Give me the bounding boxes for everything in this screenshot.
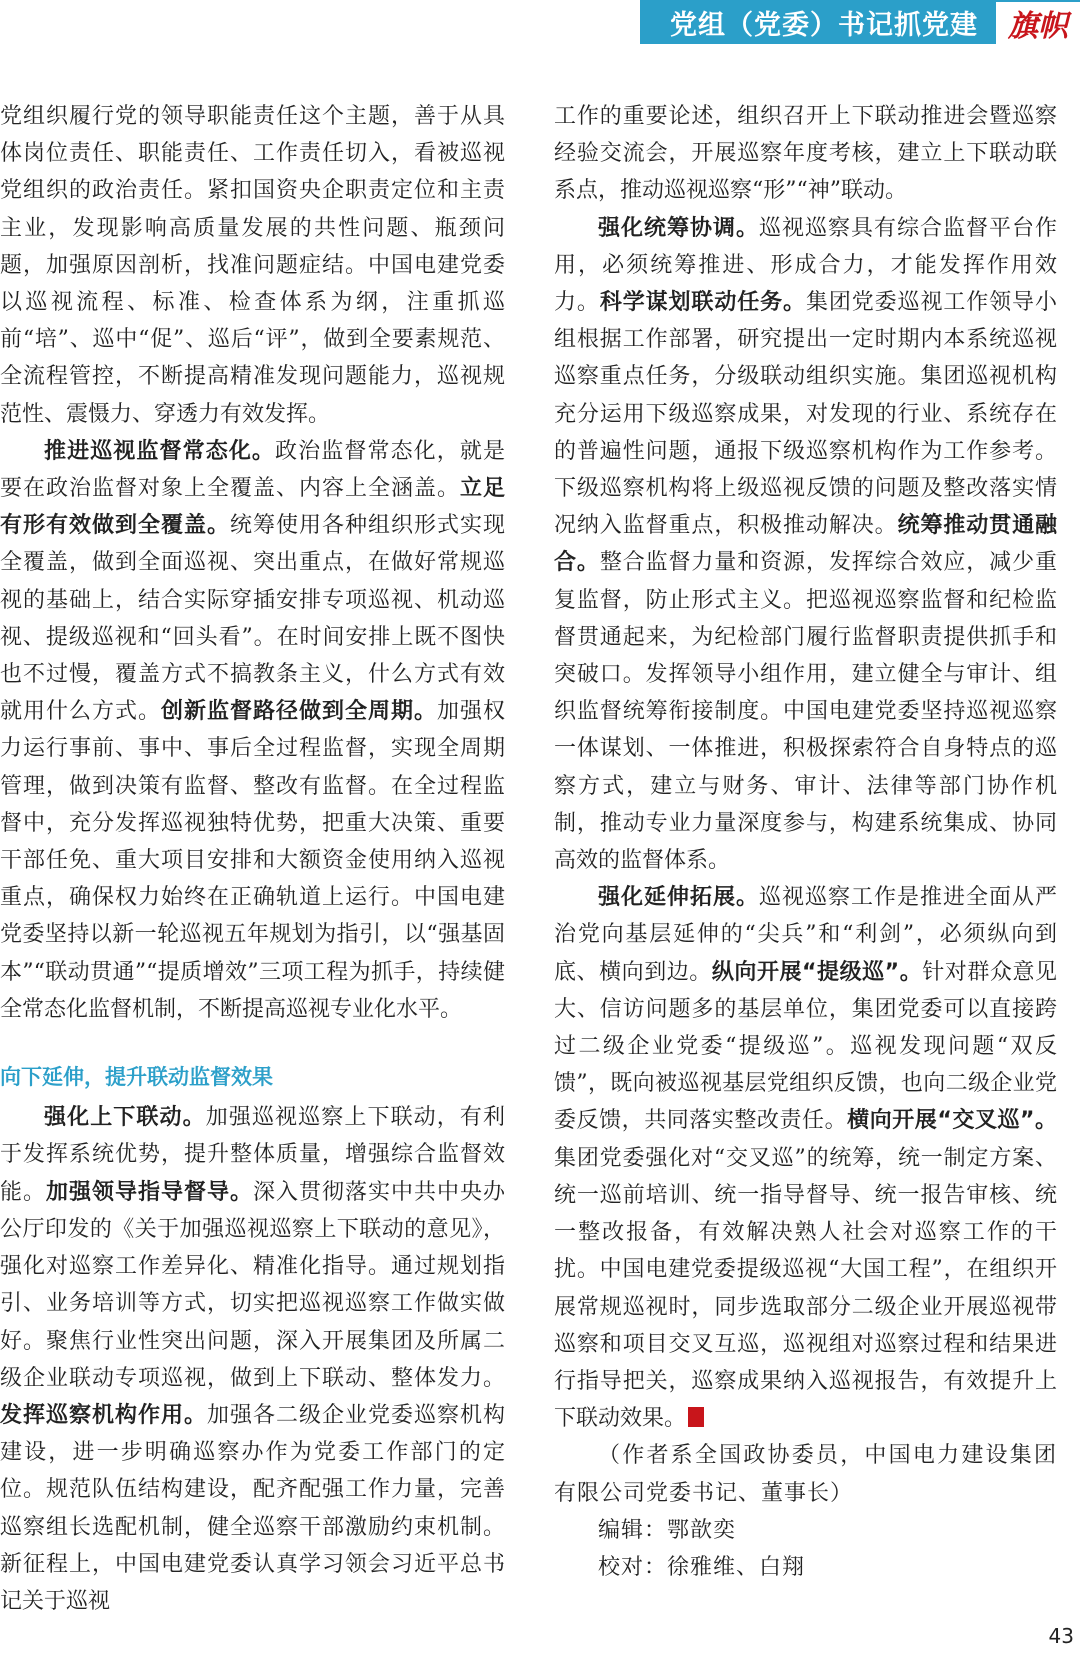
paragraph: 党组织履行党的领导职能责任这个主题，善于从具体岗位责任、职能责任、工作责任切入，看被巡视党组织的政治责任。紧扣国资央企职责定位和主责主业，发现影响高质量发展的共性问题、瓶颈问题，加强原因剖析，找准问题症结。中国电建党委以巡视流程、标准、检查体系为纲，注重抓巡前“培”、巡中“促”、巡后“评”，做到全要素规范、全流程管控，不断提高精准发现问题能力，巡视规范性、震慑力、穿透力有效发挥。 [0, 104, 505, 427]
page-header [640, 0, 1080, 44]
proofreader-credit: 校对：徐雅维、白翔 [598, 1554, 806, 1580]
paragraph [554, 210, 1057, 880]
body-text: 整合监督力量和资源，发挥综合效应，减少重复监督，防止形式主义。把巡视巡察监督和纪检监督贯通起来，为纪检部门履行监督职责提供抓手和突破口。发挥领导小组作用，建立健全与审计、组织监督统筹衔接制度。中国电建党委坚持巡视巡察一体谋划、一体推进，积极探索符合自身特点的巡察方式，建立与财务、审计、法律等部门协作机制，推动专业力量深度参与，构建系统集成、协同高效的监督体系。 [554, 550, 1057, 874]
body-text: 巡视巡察具有综合监督平台作用，必须统筹推进、形成合力，才能发挥作用效力。 [554, 215, 1057, 316]
paragraph [0, 1099, 505, 1620]
column-title: 党组（党委）书记抓党建 [640, 0, 996, 44]
key-phrase: 强化统筹协调。 [598, 215, 759, 241]
body-text: 统筹使用各种组织形式实现全覆盖，做到全面巡视、突出重点，在做好常规巡视的基础上，结合实际穿插安排专项巡视、机动巡视、提级巡视和“回头看”。在时间安排上既不图快也不过慢，覆盖方式不搞教条主义，什么方式有效就用什么方式。 [0, 513, 505, 725]
body-text: 针对群众意见大、信访问题多的基层单位，集团党委可以直接跨过二级企业党委“提级巡”。巡视发现问题“双反馈”，既向被巡视基层党组织反馈，也向二级企业党委反馈，共同落实整改责任。 [554, 959, 1057, 1134]
body-text: 加强各二级企业党委巡察机构建设，进一步明确巡察办作为党委工作部门的定位。规范队伍结构建设，配齐配强工作力量，完善巡察组长选配机制，健全巡察干部激励约束机制。新征程上，中国电建党委认真学习领会习近平总书记关于巡视 [0, 1402, 505, 1614]
key-phrase: 加强领导指导督导。 [46, 1179, 253, 1205]
body-text: 加强巡视巡察上下联动，有利于发挥系统优势，提升整体质量，增强综合监督效能。 [0, 1105, 505, 1205]
key-phrase: 强化延伸拓展。 [598, 885, 759, 911]
key-phrase: 发挥巡察机构作用。 [0, 1402, 207, 1428]
end-mark-icon [688, 1407, 704, 1427]
author-note: （作者系全国政协委员，中国电力建设集团有限公司党委书记、董事长） [554, 1443, 1057, 1506]
key-phrase: 科学谋划联动任务。 [599, 290, 806, 316]
key-phrase: 推进巡视监督常态化。 [44, 438, 276, 464]
paragraph [0, 433, 505, 1028]
section-heading: 向下延伸，提升联动监督效果 [0, 1065, 273, 1090]
key-phrase: 纵向开展“提级巡”。 [711, 959, 923, 985]
paragraph: 工作的重要论述，组织召开上下联动推进会暨巡察经验交流会，开展巡察年度考核，建立上下联动联系点，推动巡视巡察“形”“神”联动。 [554, 104, 1057, 204]
right-column [554, 98, 1057, 1586]
page-number: 43 [1048, 1624, 1074, 1648]
paragraph [554, 879, 1057, 1437]
body-text: 巡视巡察工作是推进全面从严治党向基层延伸的“尖兵”和“利剑”，必须纵向到底、横向到边。 [554, 885, 1057, 985]
left-column [0, 98, 505, 1620]
key-phrase: 统筹推动贯通融合。 [554, 513, 1057, 576]
body-text: 深入贯彻落实中共中央办公厅印发的《关于加强巡视巡察上下联动的意见》，强化对巡察工作差异化、精准化指导。通过规划指引、业务培训等方式，切实把巡视巡察工作做实做好。聚焦行业性突出问题，深入开展集团及所属二级企业联动专项巡视，做到上下联动、整体发力。 [0, 1179, 505, 1391]
key-phrase: 立足有形有效做到全覆盖。 [0, 476, 505, 539]
editor-credit: 编辑：鄂歆奕 [598, 1517, 737, 1543]
body-text: 集团党委巡视工作领导小组根据工作部署，研究提出一定时期内本系统巡视巡察重点任务，分级联动组织实施。集团巡视机构充分运用下级巡察成果，对发现的行业、系统存在的普遍性问题，通报下级巡察机构作为工作参考。下级巡察机构将上级巡视反馈的问题及整改落实情况纳入监督重点，积极推动解决。 [554, 290, 1057, 539]
body-text: 政治监督常态化，就是要在政治监督对象上全覆盖、内容上全涵盖。 [0, 438, 505, 502]
body-text: 集团党委强化对“交叉巡”的统筹，统一制定方案、统一巡前培训、统一指导督导、统一报告审核、统一整改报备，有效解决熟人社会对巡察工作的干扰。中国电建党委提级巡视“大国工程”，在组织开展常规巡视时，同步选取部分二级企业开展巡视带巡察和项目交叉互巡，巡视组对巡察过程和结果进行指导把关，巡察成果纳入巡视报告，有效提升上下联动效果。 [554, 1145, 1057, 1432]
key-phrase: 横向开展“交叉巡”。 [847, 1108, 1057, 1134]
magazine-logo: 旗帜 [996, 0, 1080, 44]
key-phrase: 强化上下联动。 [44, 1105, 206, 1131]
body-text: 加强权力运行事前、事中、事后全过程监督，实现全周期管理，做到决策有监督、整改有监督。在全过程监督中，充分发挥巡视独特优势，把重大决策、重要干部任免、重大项目安排和大额资金使用纳入巡视重点，确保权力始终在正确轨道上运行。中国电建党委坚持以新一轮巡视五年规划为指引，以“强基固本”“联动贯通”“提质增效”三项工程为抓手，持续健全常态化监督机制，不断提高巡视专业化水平。 [0, 699, 505, 1022]
key-phrase: 创新监督路径做到全周期。 [161, 699, 437, 725]
